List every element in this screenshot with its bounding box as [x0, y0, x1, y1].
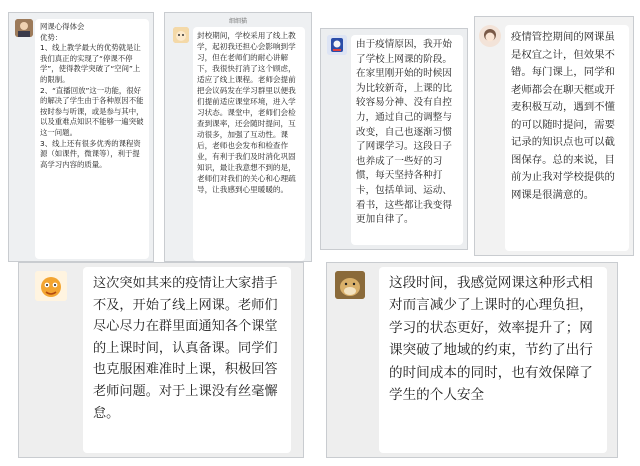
message-text: 这段时间，我感觉网课这种形式相对而言减少了上课时的心理负担，学习的状态更好，效率提升了；网课突破了地域的约束，节约了出行的时间成本的同时，也有效保障了学生的个人安全	[389, 275, 593, 404]
chat-message-bubble	[193, 27, 305, 261]
doll-avatar-icon	[479, 25, 501, 47]
chat-screenshot-card-6	[326, 262, 618, 458]
chat-screenshot-card-3	[320, 28, 468, 250]
chat-screenshot-card-5	[18, 262, 304, 458]
chat-screenshot-card-4	[474, 16, 634, 256]
chat-screenshot-card-2	[164, 12, 312, 262]
chat-message-bubble	[351, 35, 463, 245]
mascot-avatar-icon	[327, 35, 347, 55]
sender-name: 细细猫	[228, 18, 247, 25]
person-avatar-icon	[15, 19, 33, 37]
chat-message-bubble	[379, 267, 607, 453]
message-text: 这次突如其来的疫情让大家措手不及，开始了线上网课。老师们尽心尽力在群里面通知各个课堂的上课时间，认真备课。同学们也克服困难准时上课，积极回答老师问题。对于上课没有丝毫懈怠。	[93, 276, 278, 421]
message-text: 由于疫情原因，我开始了学校上网课的阶段。在家里刚开始的时候因为比较新奇，上课的比较容易分神、没有自控力，通过自己的调整与改变，自己也逐渐习惯了网课学习。这段日子也养成了一些好的习惯，每天坚持各种打卡，包括单词、运动、看书，这些都让我变得更加自律了。	[356, 39, 452, 226]
chat-screenshot-card-1	[8, 12, 154, 262]
chat-message-bubble	[505, 25, 629, 251]
message-text: 网课心得体会 优势： 1、线上教学最大的优势就是让我们真正的实现了“停课不停学”，使得教学突破了“空间”上的限制。 2、“直播回放”这一功能，很好的解决了学生由于各种原因不能按时参与听课，或是参与其中，以及重难点知识不能够一遍突破这一问题。 3、线上还有很多优秀的课程资源（如课件，微课等），利于提高学习内容的质量。	[40, 22, 144, 169]
doge-avatar-icon	[335, 271, 365, 299]
chat-message-bubble	[35, 19, 149, 259]
cartoon-cat-avatar-icon	[35, 271, 67, 301]
message-text: 封校期间，学校采用了线上教学，起初我还担心会影响到学习，但在老师们的耐心讲解下，我很快打消了这个顾虑，适应了线上课程。老师会提前把会议码发在学习群里以便我们提前适应课堂环境，进入学习状态。课堂中，老师们会检查到课率，还会随时提问，互动很多，加强了互动性。课后，老师也会发布和检查作业，有利于我们及时消化巩固知识，最让我意想不到的是，老师们对我们的关心和心理疏导，让我感到心里暖暖的。	[197, 31, 296, 194]
message-text: 疫情管控期间的网课虽是权宜之计，但效果不错。每门课上，同学和老师都会在聊天框或开麦积极互动，遇到不懂的可以随时提问，需要记录的知识点也可以截图保存。总的来说，目前为止我对学校提供的网课是很满意的。	[511, 31, 615, 201]
chat-message-bubble	[83, 267, 291, 453]
cartoon-avatar-icon	[173, 27, 189, 43]
